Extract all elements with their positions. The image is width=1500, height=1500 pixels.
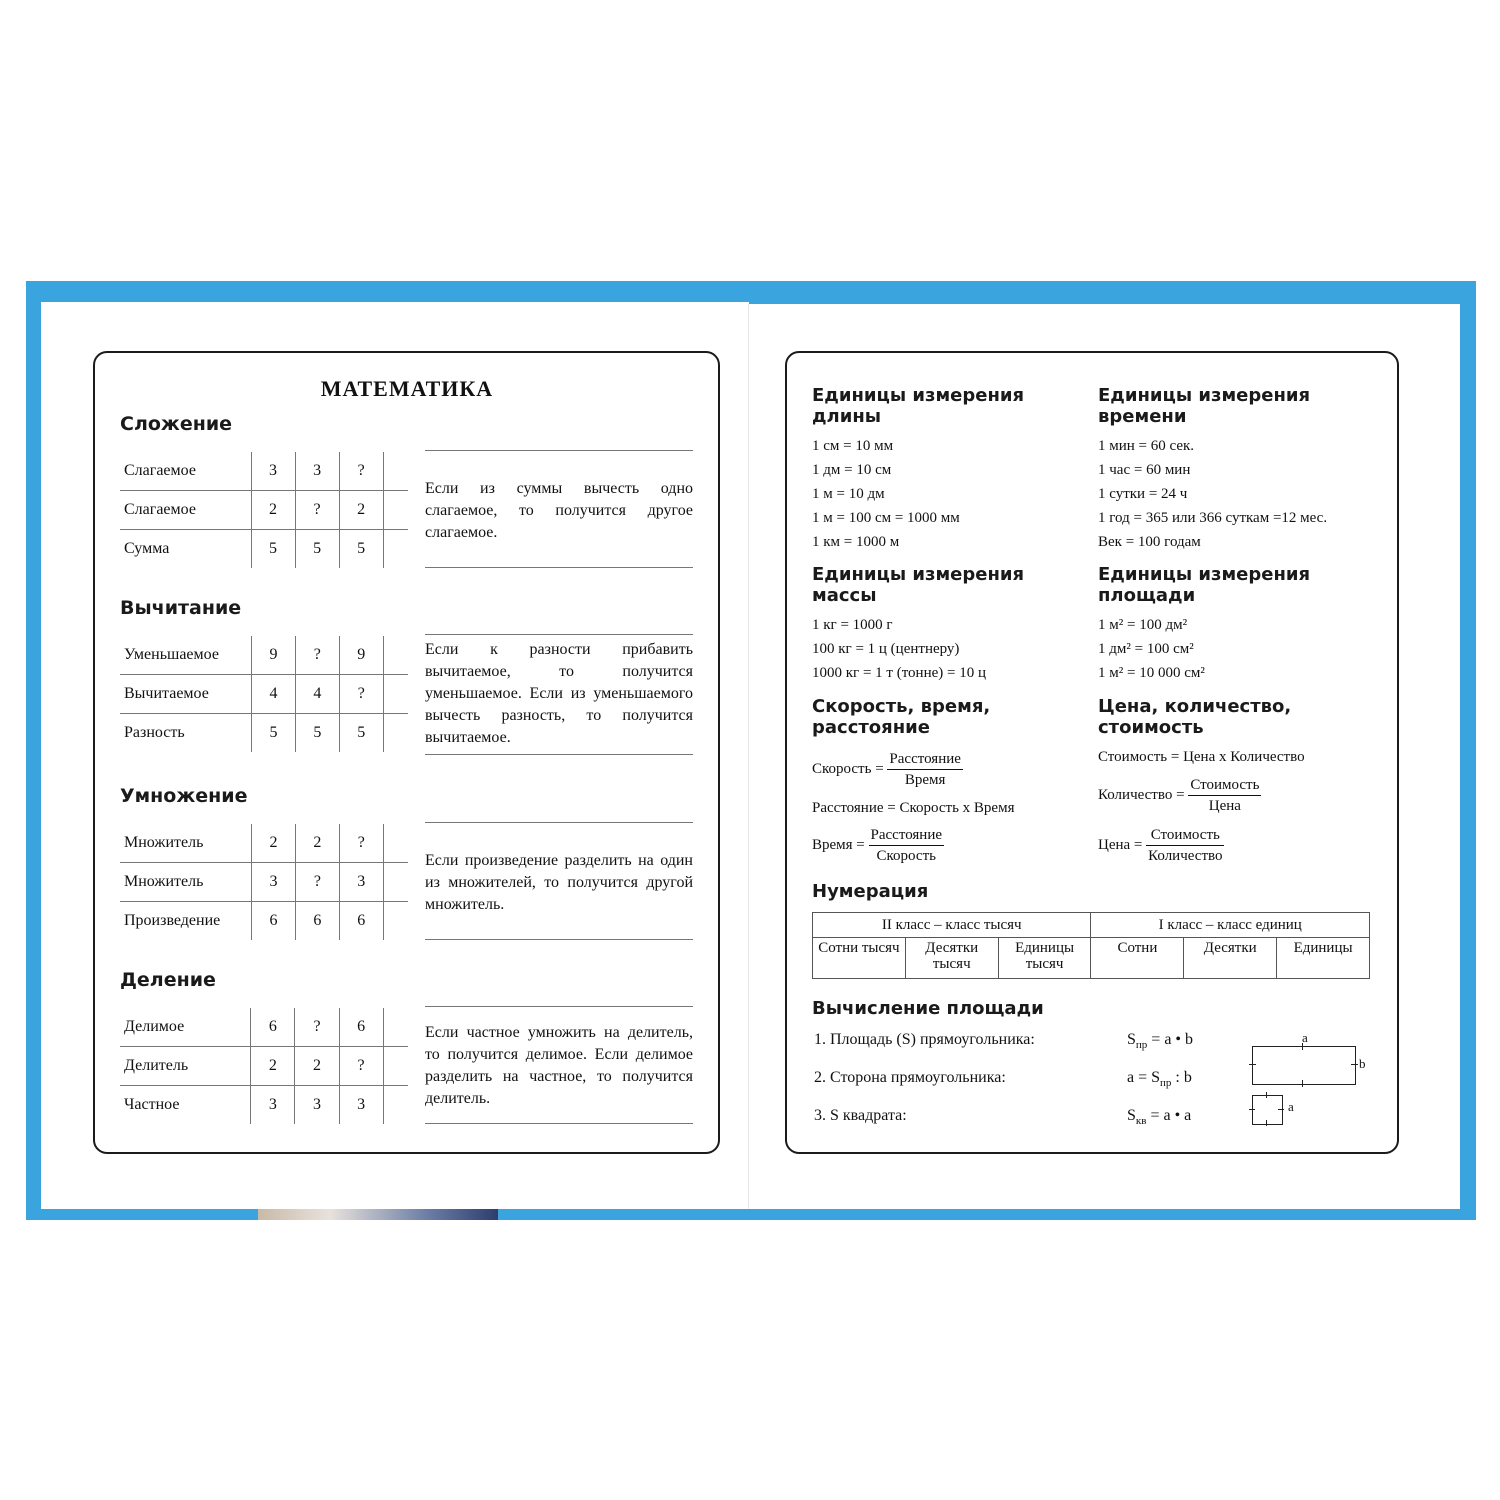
- table-row: [120, 491, 408, 530]
- rule-divider: [425, 450, 693, 451]
- unit-line: 1 год = 365 или 366 суткам =12 мес.: [1098, 510, 1328, 526]
- numerator: Расстояние: [869, 825, 945, 846]
- cell-value: 5: [251, 530, 295, 569]
- empty-cell: [383, 1008, 408, 1047]
- subtraction-table: [120, 636, 408, 752]
- cell-value: 9: [339, 636, 383, 675]
- fraction: [869, 825, 945, 866]
- section-title-multiplication: Умножение: [120, 785, 248, 807]
- section-title-division: Деление: [120, 969, 216, 991]
- unit-line: 1 м² = 100 дм²: [1098, 617, 1188, 633]
- column-header: Десятки тысяч: [905, 938, 998, 979]
- row-label: Сумма: [124, 540, 170, 557]
- unit-line: 1 дм² = 100 см²: [1098, 641, 1194, 657]
- formula-left: Количество =: [1098, 786, 1185, 803]
- cover-illustration-strip: [258, 1208, 498, 1220]
- speed-formula: [812, 749, 963, 790]
- rule-divider: [425, 634, 693, 635]
- tick-mark: [1278, 1109, 1284, 1110]
- section-title-area-units: Единицы измерения площади: [1098, 564, 1311, 606]
- cell-value: ?: [339, 452, 383, 491]
- multiplication-rule-text: Если произведение разделить на один из множителей, то получится другой множитель.: [425, 852, 693, 913]
- subtraction-rule-text: Если к разности прибавить вычитаемое, то получится уменьшаемое. Если из уменьшаемого вычесть разность, то получится вычитаемое.: [425, 641, 693, 746]
- row-label: Частное: [124, 1096, 180, 1113]
- empty-cell: [383, 636, 408, 675]
- section-title-price-quantity-cost: Цена, количество, стоимость: [1098, 696, 1292, 738]
- section-title-mass-units: Единицы измерения массы: [812, 564, 1025, 606]
- numerator: Стоимость: [1188, 775, 1261, 796]
- cost-formula: Стоимость = Цена х Количество: [1098, 749, 1305, 765]
- empty-cell: [383, 1086, 408, 1125]
- time-formula: [812, 825, 944, 866]
- empty-cell: [383, 491, 408, 530]
- column-header: Единицы: [1277, 938, 1370, 979]
- empty-cell: [383, 824, 408, 863]
- rectangle-figure: [1252, 1046, 1356, 1085]
- numeration-table: [812, 912, 1370, 979]
- cell-value: 5: [339, 714, 383, 753]
- division-table: [120, 1008, 408, 1124]
- cell-value: 2: [251, 1047, 295, 1086]
- square-side-label: a: [1288, 1099, 1294, 1114]
- unit-line: 1 м = 10 дм: [812, 486, 885, 502]
- section-title-speed-time-distance: Скорость, время, расстояние: [812, 696, 991, 738]
- unit-line: 1 час = 60 мин: [1098, 462, 1191, 478]
- area-item-1: 1. Площадь (S) прямоугольника:: [814, 1031, 1035, 1048]
- column-header: Сотни: [1091, 938, 1184, 979]
- distance-formula: Расстояние = Скорость х Время: [812, 800, 1015, 816]
- cell-value: 3: [339, 1086, 383, 1125]
- empty-cell: [383, 530, 408, 569]
- column-header: Единицы тысяч: [998, 938, 1091, 979]
- cell-value: 5: [295, 530, 339, 569]
- tick-mark: [1302, 1080, 1303, 1087]
- rule-divider: [425, 1123, 693, 1124]
- row-label: Уменьшаемое: [120, 636, 252, 675]
- rule-divider: [425, 754, 693, 755]
- cell-value: 6: [252, 902, 296, 941]
- denominator: Количество: [1148, 848, 1223, 864]
- fraction: [1146, 825, 1224, 866]
- cell-value: 3: [295, 1086, 339, 1125]
- cell-value: ?: [295, 636, 339, 675]
- empty-cell: [383, 902, 408, 941]
- price-formula: [1098, 825, 1224, 866]
- formula-left: Скорость =: [812, 760, 884, 777]
- section-title-addition: Сложение: [120, 413, 233, 435]
- cell-value: 2: [295, 1047, 339, 1086]
- cell-value: ?: [339, 1047, 383, 1086]
- class-thousands: II класс – класс тысяч: [813, 913, 1091, 938]
- table-row: [120, 1086, 408, 1125]
- cell-value: 3: [251, 452, 295, 491]
- unit-line: 1 мин = 60 сек.: [1098, 438, 1195, 454]
- cell-value: 2: [339, 491, 383, 530]
- subscript: пр: [1135, 1039, 1148, 1052]
- rule-divider: [425, 567, 693, 568]
- cell-value: 3: [339, 863, 383, 902]
- row-label: Слагаемое: [120, 452, 251, 491]
- section-title-subtraction: Вычитание: [120, 597, 242, 619]
- tick-mark: [1266, 1120, 1267, 1126]
- cell-value: 2: [295, 824, 339, 863]
- cell-value: 2: [251, 491, 295, 530]
- section-title-length-units: Единицы измерения длины: [812, 385, 1025, 427]
- cell-value: ?: [295, 491, 339, 530]
- unit-line: 1 км = 1000 м: [812, 534, 900, 550]
- unit-line: 1 см = 10 мм: [812, 438, 894, 454]
- table-row: [120, 1008, 408, 1047]
- row-label: Вычитаемое: [120, 675, 252, 714]
- table-row: [120, 863, 408, 902]
- division-rule-text: Если частное умножить на делитель, то получится делимое. Если делимое разделить на частное, то получится делитель.: [425, 1024, 693, 1107]
- empty-cell: [383, 675, 408, 714]
- cell-value: 3: [295, 452, 339, 491]
- rectangle-area-formula: $S_{пр} = a$ • b: [1127, 1031, 1194, 1052]
- formula-rest: = a • a: [1146, 1107, 1192, 1124]
- table-row: [120, 636, 408, 675]
- addition-table: [120, 452, 408, 568]
- cell-value: ?: [339, 824, 383, 863]
- page-fold: [748, 304, 749, 1209]
- table-row: [120, 902, 408, 941]
- rectangle-side-a-label: a: [1302, 1030, 1308, 1045]
- subscript: пр: [1160, 1077, 1172, 1090]
- section-title-time-units: Единицы измерения времени: [1098, 385, 1311, 427]
- cell-value: 9: [252, 636, 296, 675]
- unit-line: 100 кг = 1 ц (центнеру): [812, 641, 960, 657]
- subscript: кв: [1135, 1115, 1147, 1128]
- section-title-numeration: Нумерация: [812, 881, 929, 902]
- table-row: [120, 675, 408, 714]
- empty-cell: [383, 1047, 408, 1086]
- class-units: I класс – класс единиц: [1091, 913, 1370, 938]
- cell-value: 4: [252, 675, 296, 714]
- row-label: Множитель: [120, 824, 252, 863]
- cell-value: ?: [295, 863, 339, 902]
- table-row: [120, 452, 408, 491]
- area-item-2: 2. Сторона прямоугольника:: [814, 1069, 1006, 1086]
- column-header: Сотни тысяч: [813, 938, 906, 979]
- cell-value: ?: [295, 1008, 339, 1047]
- cell-value: 5: [339, 530, 383, 569]
- fraction: [1188, 775, 1261, 816]
- table-row: [120, 530, 408, 569]
- quantity-formula: [1098, 775, 1261, 816]
- cell-value: 6: [339, 902, 383, 941]
- tick-mark: [1249, 1064, 1256, 1065]
- unit-line: 1 дм = 10 см: [812, 462, 892, 478]
- section-title-area-calculation: Вычисление площади: [812, 998, 1044, 1019]
- row-label: Слагаемое: [120, 491, 251, 530]
- page-title: МАТЕМАТИКА: [320, 376, 494, 401]
- addition-rule-text: Если из суммы вычесть одно слагаемое, то получится другое слагаемое.: [425, 480, 693, 541]
- area-item-3: 3. S квадрата:: [814, 1107, 907, 1124]
- column-header: Десятки: [1184, 938, 1277, 979]
- row-label: Делитель: [120, 1047, 251, 1086]
- tick-mark: [1351, 1064, 1358, 1065]
- table-row: [813, 938, 1370, 979]
- unit-line: 1 м = 100 см = 1000 мм: [812, 510, 960, 526]
- numerator: Расстояние: [887, 749, 963, 770]
- denominator: Время: [904, 772, 946, 788]
- cell-value: 6: [295, 902, 339, 941]
- cell-value: 6: [339, 1008, 383, 1047]
- formula-rest: : b: [1171, 1069, 1192, 1086]
- empty-cell: [383, 452, 408, 491]
- row-label: Разность: [124, 724, 185, 741]
- cell-value: 3: [251, 1086, 295, 1125]
- rectangle-side-formula: [1127, 1069, 1192, 1089]
- table-row: [120, 824, 408, 863]
- denominator: Цена: [1208, 798, 1241, 814]
- unit-line: 1 сутки = 24 ч: [1098, 486, 1188, 502]
- cell-value: 4: [295, 675, 339, 714]
- table-row: [813, 913, 1370, 938]
- unit-line: Век = 100 годам: [1098, 534, 1201, 550]
- unit-line: 1 кг = 1000 г: [812, 617, 893, 633]
- empty-cell: [383, 714, 408, 753]
- table-row: [120, 714, 408, 753]
- multiplication-table: [120, 824, 408, 940]
- numerator: Стоимость: [1146, 825, 1224, 846]
- cell-value: 5: [295, 714, 339, 753]
- tick-mark: [1266, 1092, 1267, 1098]
- row-label: Множитель: [120, 863, 252, 902]
- cell-value: ?: [339, 675, 383, 714]
- row-label: Делимое: [120, 1008, 251, 1047]
- rule-divider: [425, 822, 693, 823]
- tick-mark: [1249, 1109, 1255, 1110]
- square-figure: [1252, 1095, 1283, 1125]
- formula-left: Цена =: [1098, 836, 1143, 853]
- unit-line: 1000 кг = 1 т (тонне) = 10 ц: [812, 665, 987, 681]
- formula-pre: a = S: [1127, 1069, 1161, 1086]
- rule-divider: [425, 939, 693, 940]
- cell-value: 3: [252, 863, 296, 902]
- denominator: Скорость: [876, 848, 936, 864]
- cell-value: 5: [252, 714, 296, 753]
- square-area-formula: $S_{кв} = a$ • a: [1127, 1107, 1192, 1128]
- fraction: [887, 749, 963, 790]
- rectangle-side-b-label: b: [1359, 1056, 1366, 1071]
- formula-left: Время =: [812, 836, 865, 853]
- row-label: Произведение: [124, 912, 221, 929]
- table-row: [120, 1047, 408, 1086]
- rule-divider: [425, 1006, 693, 1007]
- cell-value: 6: [251, 1008, 295, 1047]
- empty-cell: [383, 863, 408, 902]
- cell-value: 2: [252, 824, 296, 863]
- formula-rest: = a • b: [1147, 1031, 1194, 1048]
- unit-line: 1 м² = 10 000 см²: [1098, 665, 1205, 681]
